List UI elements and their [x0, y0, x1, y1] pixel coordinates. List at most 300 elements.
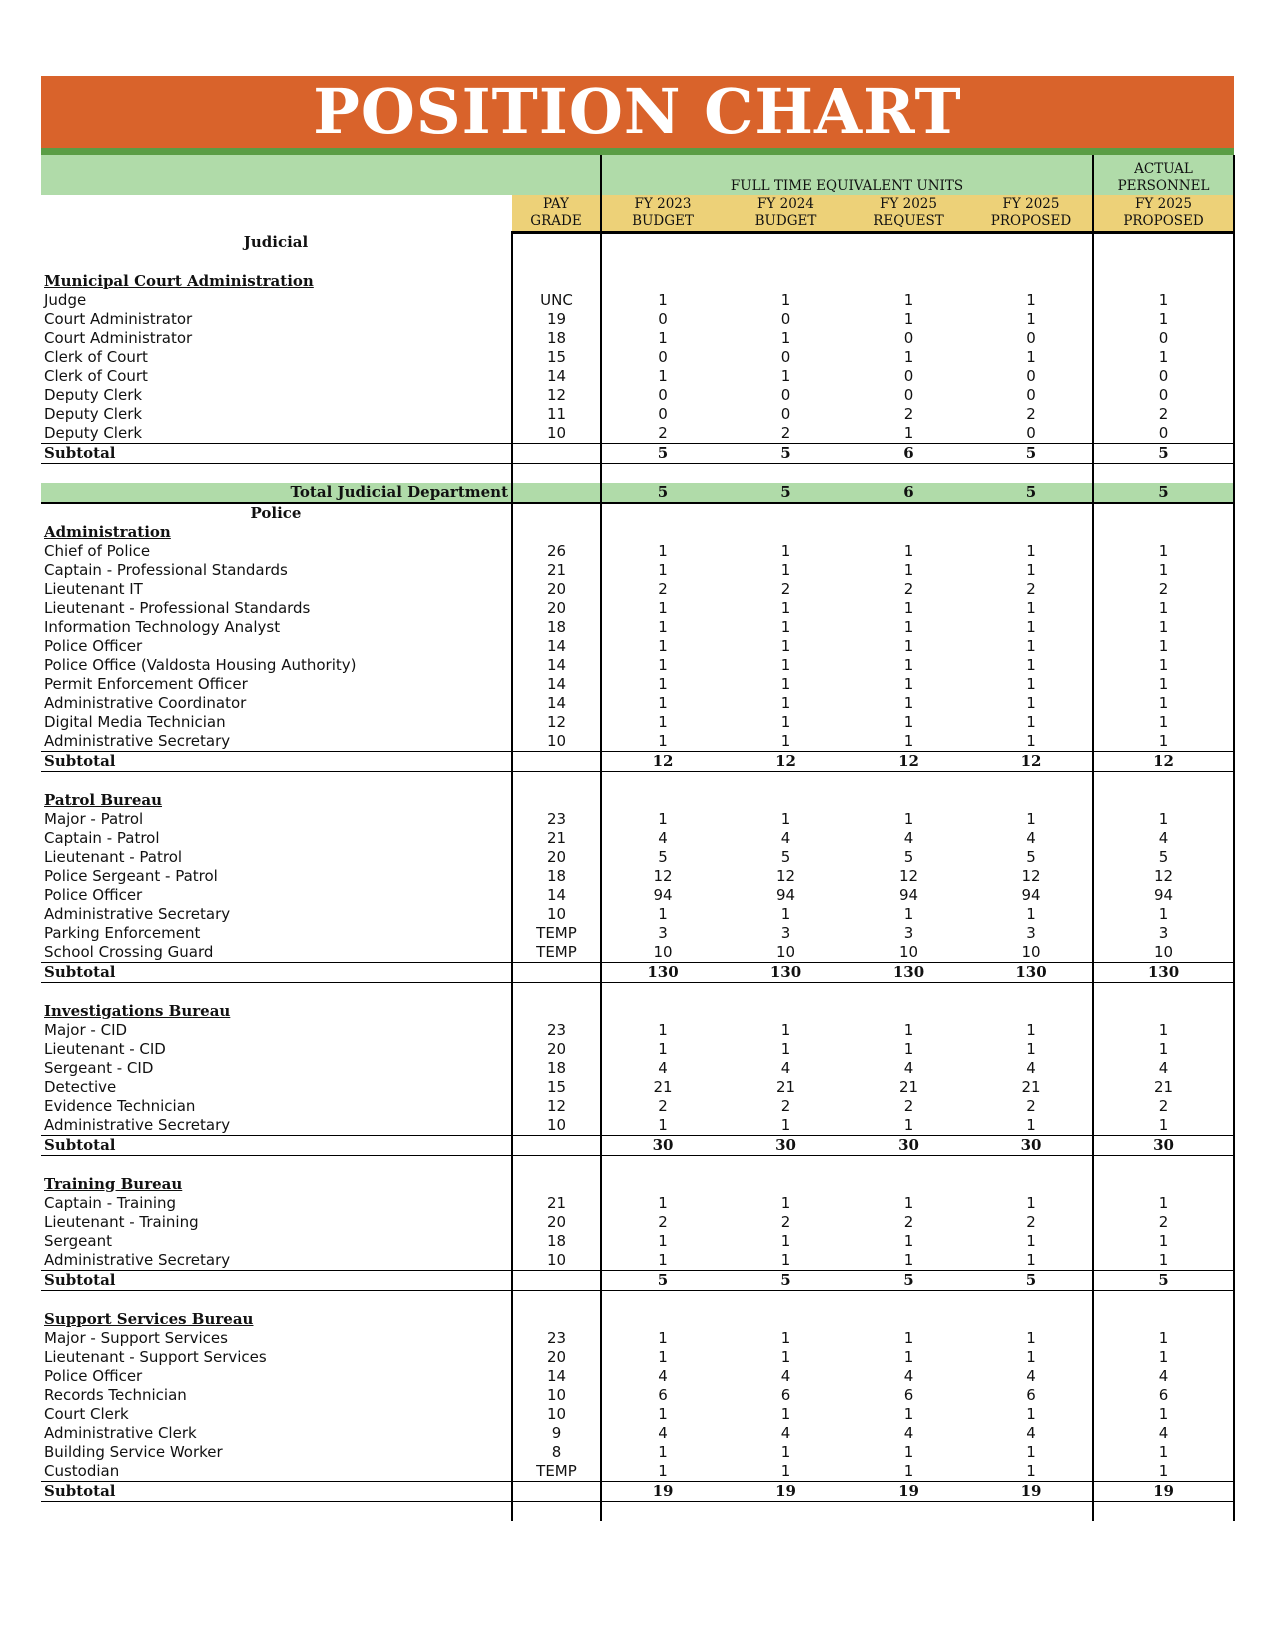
fte-value: 5 [1093, 848, 1234, 867]
fte-value: 1 [1093, 561, 1234, 580]
fte-value: 1 [1093, 1116, 1234, 1136]
fte-value: 1 [780, 598, 791, 617]
pay-grade: 18 [512, 329, 601, 348]
pay-grade: 14 [512, 694, 601, 713]
fte-value: 1 [903, 655, 914, 674]
blank-cell [847, 982, 970, 1002]
pay-grade: 14 [512, 656, 601, 675]
position-name: Administrative Secretary [44, 1250, 231, 1269]
fte-value: 4 [1026, 1058, 1036, 1077]
table-row [41, 1213, 1234, 1232]
fte-value: 1 [601, 291, 724, 310]
position-name: Building Service Worker [44, 1442, 223, 1461]
fte-value: 1 [1093, 637, 1234, 656]
fte-value: 1 [903, 904, 914, 923]
table-row [41, 1443, 1234, 1462]
table-row [41, 886, 1234, 905]
fte-value: 1 [903, 598, 914, 617]
fte-value: 1 [780, 809, 791, 828]
subtotal-value: 130 [601, 962, 724, 982]
col-pay-grade: PAY GRADE [512, 195, 601, 232]
fte-value: 1 [1026, 693, 1036, 712]
fte-value: 94 [1093, 886, 1234, 905]
value-cell [847, 232, 970, 253]
value-cell [724, 1175, 847, 1194]
fte-value: 2 [601, 580, 724, 599]
spacer-row [41, 1155, 1234, 1175]
value-cell [847, 1310, 970, 1329]
position-name: Clerk of Court [44, 347, 148, 366]
value-cell [1093, 272, 1234, 291]
fte-value: 1 [780, 1442, 791, 1461]
fte-value: 1 [601, 810, 724, 829]
fte-value: 1 [903, 1442, 914, 1461]
blank-cell [41, 463, 512, 483]
blank-cell [41, 253, 512, 272]
spacer-row [41, 1501, 1234, 1521]
fte-value: 1 [1093, 1040, 1234, 1059]
fte-value: 1 [601, 1251, 724, 1271]
pay-grade: 20 [512, 1040, 601, 1059]
pay-grade: UNC [512, 291, 601, 310]
table-row [41, 1078, 1234, 1097]
pay-grade: 20 [512, 1348, 601, 1367]
table-body [41, 232, 1234, 1521]
fte-value: 1 [903, 560, 914, 579]
fte-value: 1 [1026, 904, 1036, 923]
value-cell [724, 791, 847, 810]
table-row [41, 943, 1234, 963]
col-fy2025-request: FY 2025 REQUEST [847, 195, 970, 232]
value-cell [970, 523, 1093, 542]
blank-cell [512, 982, 601, 1002]
fte-value: 1 [601, 1405, 724, 1424]
table-row [41, 329, 1234, 348]
fte-value: 4 [1026, 1423, 1036, 1442]
fte-value: 1 [1093, 905, 1234, 924]
fte-value: 2 [1093, 1213, 1234, 1232]
fte-value: 1 [780, 328, 791, 347]
fte-value: 0 [1026, 328, 1036, 347]
fte-value: 6 [780, 1385, 791, 1404]
fte-value: 1 [1093, 348, 1234, 367]
position-name: Evidence Technician [44, 1096, 196, 1115]
blank-cell [847, 463, 970, 483]
blank-cell [512, 1155, 601, 1175]
fte-value: 3 [903, 923, 914, 942]
position-name: Sergeant [44, 1231, 112, 1250]
fte-value: 4 [1093, 829, 1234, 848]
fte-value: 4 [1093, 1367, 1234, 1386]
pay-grade: 10 [512, 1386, 601, 1405]
fte-value: 1 [903, 1115, 914, 1134]
fte-value: 0 [601, 386, 724, 405]
fte-value: 2 [903, 1096, 914, 1115]
value-cell [1093, 1175, 1234, 1194]
grade-cell [512, 443, 601, 463]
position-name: Chief of Police [44, 541, 151, 560]
subtotal-value: 12 [601, 751, 724, 771]
section-title: Investigations Bureau [44, 1001, 231, 1020]
subtotal-label: Subtotal [41, 1135, 512, 1155]
section-title: Training Bureau [44, 1174, 183, 1193]
fte-value: 6 [1026, 1385, 1036, 1404]
fte-value: 1 [601, 561, 724, 580]
blank-cell [724, 1155, 847, 1175]
department-title: Police [250, 503, 302, 522]
blank-cell [724, 253, 847, 272]
fte-value: 1 [903, 347, 914, 366]
fte-value: 5 [601, 848, 724, 867]
fte-value: 1 [780, 693, 791, 712]
blank-cell [847, 1501, 970, 1521]
fte-value: 1 [1093, 675, 1234, 694]
fte-value: 1 [1093, 618, 1234, 637]
blank-cell [1093, 1155, 1234, 1175]
fte-value: 1 [1093, 599, 1234, 618]
fte-value: 1 [780, 290, 791, 309]
blank-cell [847, 1290, 970, 1310]
position-name: Captain - Professional Standards [44, 560, 288, 579]
subtotal-label: Subtotal [41, 751, 512, 771]
position-name: Permit Enforcement Officer [44, 674, 248, 693]
pay-grade: 18 [512, 618, 601, 637]
blank-cell [970, 463, 1093, 483]
pay-grade: 11 [512, 405, 601, 424]
value-cell [970, 791, 1093, 810]
fte-value: 1 [1093, 732, 1234, 752]
fte-value: 12 [1093, 867, 1234, 886]
fte-value: 0 [1093, 329, 1234, 348]
fte-value: 2 [780, 1096, 791, 1115]
total-value: 5 [724, 483, 847, 503]
blank-cell [970, 1501, 1093, 1521]
col-fy2023-budget: FY 2023 BUDGET [601, 195, 724, 232]
fte-value: 1 [780, 366, 791, 385]
fte-value: 94 [898, 885, 919, 904]
fte-value: 1 [1093, 542, 1234, 561]
value-cell [601, 1175, 724, 1194]
fte-value: 1 [780, 674, 791, 693]
blank-cell [512, 1290, 601, 1310]
fte-value: 21 [1093, 1078, 1234, 1097]
col-fy2025-proposed: FY 2025 PROPOSED [970, 195, 1093, 232]
pay-grade: TEMP [512, 1462, 601, 1482]
fte-value: 1 [780, 1020, 791, 1039]
fte-value: 94 [1021, 885, 1041, 904]
fte-value: 1 [780, 1347, 791, 1366]
pay-grade: 8 [512, 1443, 601, 1462]
pay-grade: 14 [512, 367, 601, 386]
value-cell [601, 232, 724, 253]
position-name: Court Clerk [44, 1404, 129, 1423]
position-name: Lieutenant - CID [44, 1039, 166, 1058]
grade-cell [512, 1310, 601, 1329]
fte-value: 4 [601, 1059, 724, 1078]
header-row-group [41, 155, 1234, 195]
value-cell [724, 1310, 847, 1329]
fte-value: 1 [903, 809, 914, 828]
blank-cell [1093, 771, 1234, 791]
blank-cell [601, 1290, 724, 1310]
fte-value: 0 [601, 310, 724, 329]
fte-value: 0 [601, 405, 724, 424]
spacer-row [41, 771, 1234, 791]
fte-value: 1 [1093, 1443, 1234, 1462]
fte-value: 1 [1026, 809, 1036, 828]
fte-value: 1 [1026, 309, 1036, 328]
fte-value: 0 [601, 348, 724, 367]
blank-cell [512, 253, 601, 272]
fte-value: 4 [780, 828, 791, 847]
fte-value: 1 [780, 1193, 791, 1212]
pay-grade: 9 [512, 1424, 601, 1443]
table-row [41, 1021, 1234, 1040]
fte-value: 1 [601, 1329, 724, 1348]
total-value: 6 [847, 483, 970, 503]
fte-value: 1 [903, 1039, 914, 1058]
blank-cell [847, 771, 970, 791]
position-table [41, 155, 1235, 1521]
fte-value: 0 [1093, 386, 1234, 405]
fte-value: 0 [903, 385, 914, 404]
fte-value: 4 [903, 828, 914, 847]
subtotal-value: 130 [724, 962, 847, 982]
actual-personnel-label: ACTUAL PERSONNEL [1093, 155, 1234, 195]
fte-value: 1 [601, 905, 724, 924]
fte-value: 1 [1026, 731, 1036, 750]
fte-value: 4 [1093, 1059, 1234, 1078]
blank-cell [601, 463, 724, 483]
table-row [41, 561, 1234, 580]
fte-value: 1 [601, 713, 724, 732]
blank-cell [970, 771, 1093, 791]
total-value: 5 [1093, 483, 1234, 503]
grade-cell [512, 1002, 601, 1021]
fte-group-label: FULL TIME EQUIVALENT UNITS [601, 155, 1093, 195]
blank-cell [41, 982, 512, 1002]
fte-value: 1 [601, 367, 724, 386]
fte-value: 1 [903, 1020, 914, 1039]
fte-value: 12 [601, 867, 724, 886]
subtotal-value: 5 [601, 443, 724, 463]
position-name: Judge [44, 290, 87, 309]
fte-value: 2 [903, 579, 914, 598]
position-name: Digital Media Technician [44, 712, 226, 731]
fte-value: 1 [601, 1443, 724, 1462]
fte-value: 0 [780, 385, 791, 404]
blank-cell [1093, 463, 1234, 483]
section-heading [41, 272, 1234, 291]
fte-value: 10 [775, 942, 796, 961]
table-row [41, 1194, 1234, 1213]
fte-value: 1 [1093, 1194, 1234, 1213]
pay-grade: TEMP [512, 943, 601, 963]
table-row [41, 1329, 1234, 1348]
pay-grade: 10 [512, 905, 601, 924]
department-total-row [41, 483, 1234, 503]
subtotal-value: 12 [970, 751, 1093, 771]
fte-value: 1 [601, 1194, 724, 1213]
value-cell [847, 503, 970, 523]
subtotal-value: 5 [724, 1270, 847, 1290]
value-cell [1093, 232, 1234, 253]
subtotal-value: 19 [847, 1481, 970, 1501]
fte-value: 4 [601, 829, 724, 848]
fte-value: 1 [780, 655, 791, 674]
grade-cell [512, 791, 601, 810]
table-row [41, 694, 1234, 713]
fte-value: 1 [1026, 1039, 1036, 1058]
fte-value: 1 [601, 329, 724, 348]
fte-value: 1 [903, 423, 914, 442]
value-cell [847, 1002, 970, 1021]
position-name: Administrative Secretary [44, 731, 231, 750]
table-row [41, 599, 1234, 618]
subtotal-value: 5 [1093, 443, 1234, 463]
fte-value: 1 [1093, 810, 1234, 829]
table-row [41, 1348, 1234, 1367]
value-cell [970, 1002, 1093, 1021]
fte-value: 2 [1026, 1212, 1036, 1231]
fte-value: 12 [898, 866, 919, 885]
fte-value: 1 [903, 712, 914, 731]
fte-value: 1 [1026, 1347, 1036, 1366]
fte-value: 3 [1093, 924, 1234, 943]
position-name: Information Technology Analyst [44, 617, 281, 636]
blank-cell [512, 1501, 601, 1521]
fte-value: 12 [1021, 866, 1041, 885]
position-name: Court Administrator [44, 309, 193, 328]
fte-value: 10 [1021, 942, 1041, 961]
department-title: Judicial [243, 232, 309, 251]
pay-grade: 23 [512, 1021, 601, 1040]
fte-value: 1 [1026, 674, 1036, 693]
position-name: Lieutenant - Patrol [44, 847, 183, 866]
spacer-row [41, 253, 1234, 272]
value-cell [847, 791, 970, 810]
fte-value: 1 [903, 1231, 914, 1250]
subtotal-value: 5 [847, 1270, 970, 1290]
fte-value: 1 [601, 1040, 724, 1059]
fte-value: 21 [898, 1077, 919, 1096]
spacer-row [41, 982, 1234, 1002]
fte-value: 1 [903, 617, 914, 636]
position-name: Deputy Clerk [44, 385, 143, 404]
section-heading [41, 523, 1234, 542]
fte-value: 1 [1093, 1348, 1234, 1367]
fte-value: 1 [903, 1347, 914, 1366]
pay-grade: 23 [512, 1329, 601, 1348]
spacer-row [41, 1290, 1234, 1310]
table-row [41, 637, 1234, 656]
section-title: Support Services Bureau [44, 1309, 254, 1328]
pay-grade: 21 [512, 1194, 601, 1213]
col-actual-fy2025-proposed: FY 2025 PROPOSED [1093, 195, 1234, 232]
position-name: Lieutenant - Training [44, 1212, 199, 1231]
fte-value: 6 [601, 1386, 724, 1405]
fte-value: 1 [780, 541, 791, 560]
pay-grade: 21 [512, 561, 601, 580]
subtotal-value: 19 [1093, 1481, 1234, 1501]
grade-cell [512, 503, 601, 523]
fte-value: 0 [780, 347, 791, 366]
fte-value: 1 [903, 290, 914, 309]
fte-value: 4 [780, 1366, 791, 1385]
subtotal-row [41, 1135, 1234, 1155]
blank-cell [847, 253, 970, 272]
value-cell [601, 1310, 724, 1329]
fte-value: 1 [1093, 291, 1234, 310]
table-row [41, 867, 1234, 886]
pay-grade: 19 [512, 310, 601, 329]
fte-value: 1 [903, 1193, 914, 1212]
value-cell [601, 1002, 724, 1021]
value-cell [724, 272, 847, 291]
value-cell [970, 1175, 1093, 1194]
fte-value: 1 [1026, 347, 1036, 366]
position-name: Custodian [44, 1461, 120, 1480]
blank-cell [1093, 1501, 1234, 1521]
table-row [41, 348, 1234, 367]
fte-value: 1 [1093, 1405, 1234, 1424]
fte-value: 4 [903, 1058, 914, 1077]
position-name: Major - CID [44, 1020, 128, 1039]
subtotal-label: Subtotal [41, 443, 512, 463]
subtotal-row [41, 1481, 1234, 1501]
pay-grade: 14 [512, 886, 601, 905]
subtotal-value: 6 [847, 443, 970, 463]
value-cell [1093, 1310, 1234, 1329]
pay-grade: 12 [512, 386, 601, 405]
table-row [41, 618, 1234, 637]
fte-value: 2 [1093, 1097, 1234, 1116]
value-cell [970, 272, 1093, 291]
pay-grade: 20 [512, 599, 601, 618]
fte-value: 1 [1026, 1442, 1036, 1461]
blank-cell [601, 771, 724, 791]
pay-grade: 14 [512, 1367, 601, 1386]
fte-value: 1 [780, 560, 791, 579]
fte-value: 1 [1026, 1328, 1036, 1347]
fte-value: 1 [1026, 617, 1036, 636]
value-cell [601, 272, 724, 291]
subtotal-value: 5 [724, 443, 847, 463]
table-row [41, 386, 1234, 405]
fte-value: 4 [903, 1366, 914, 1385]
fte-value: 5 [780, 847, 791, 866]
blank-cell [970, 982, 1093, 1002]
pay-grade: 12 [512, 1097, 601, 1116]
fte-value: 1 [601, 1232, 724, 1251]
pay-grade: 20 [512, 580, 601, 599]
fte-value: 5 [1026, 847, 1036, 866]
fte-value: 1 [780, 1328, 791, 1347]
fte-value: 1 [903, 731, 914, 750]
fte-value: 1 [903, 309, 914, 328]
fte-value: 1 [601, 1021, 724, 1040]
position-name: Lieutenant - Professional Standards [44, 598, 311, 617]
grade-cell [512, 1135, 601, 1155]
fte-value: 2 [903, 404, 914, 423]
blank-cell [601, 982, 724, 1002]
subtotal-value: 12 [724, 751, 847, 771]
value-cell [601, 503, 724, 523]
fte-value: 2 [601, 1097, 724, 1116]
fte-value: 1 [1026, 1020, 1036, 1039]
position-name: Detective [44, 1077, 117, 1096]
subtotal-value: 30 [1093, 1135, 1234, 1155]
